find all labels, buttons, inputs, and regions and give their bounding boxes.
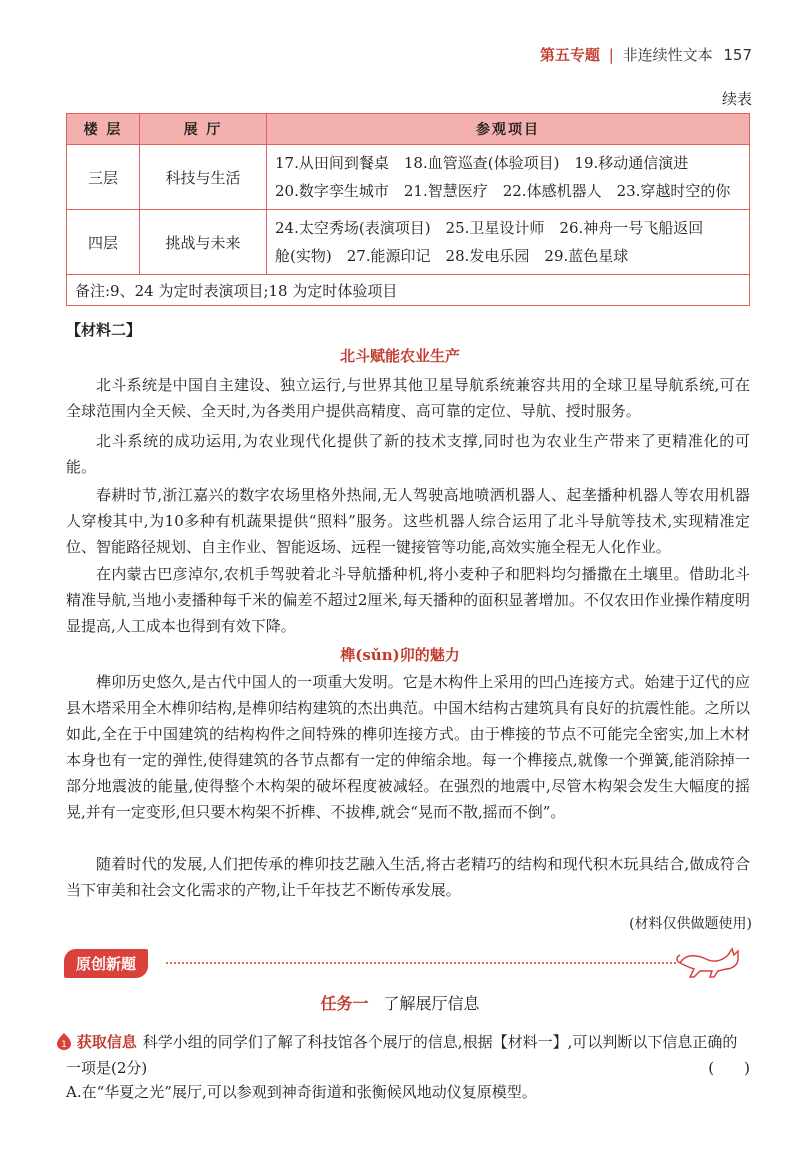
cell-floor: 四层 (67, 210, 140, 275)
option-a: A.在“华夏之光”展厅,可以参观到神奇街道和张衡候风地动仪复原模型。 (66, 1083, 537, 1101)
cell-hall: 挑战与未来 (140, 210, 267, 275)
exhibit-table (66, 113, 750, 306)
question-number-icon (56, 1032, 72, 1050)
answer-blank[interactable]: ( ) (708, 1059, 750, 1077)
page-number: 157 (723, 46, 752, 64)
section-label: 第五专题 (539, 46, 600, 64)
cell-items (267, 145, 750, 210)
header-floor: 楼 层 (67, 114, 140, 145)
svg-text:1: 1 (61, 1040, 67, 1050)
table-row (67, 210, 750, 275)
page-header (540, 44, 752, 65)
paragraph: 北斗系统是中国自主建设、独立运行,与世界其他卫星导航系统兼容共用的全球卫星导航系统,可在全球范围内全天候、全天时,为各类用户提供高精度、高可靠的定位、导航、授时服务。 (66, 376, 750, 420)
question-label: 获取信息 (76, 1033, 137, 1051)
continued-label: 续表 (721, 90, 752, 108)
question (61, 1029, 750, 1081)
material-tag: 【材料二】 (66, 321, 142, 339)
table-row (67, 145, 750, 210)
question-text: 科学小组的同学们了解了科技馆各个展厅的信息,根据【材料一】,可以判断以下信息正确的一项是(2分) (66, 1033, 738, 1077)
task-title: 了解展厅信息 (383, 994, 480, 1013)
items-line: 17.从田间到餐桌 18.血管巡查(体验项目) 19.移动通信演进 (275, 154, 689, 172)
items-line: 舱(实物) 27.能源印记 28.发电乐园 29.蓝色星球 (275, 247, 629, 265)
source-note: (材料仅供做题使用) (629, 916, 752, 932)
items-line: 20.数字孪生城市 21.智慧医疗 22.体感机器人 23.穿越时空的你 (275, 182, 731, 200)
items-line: 24.太空秀场(表演项目) 25.卫星设计师 26.神舟一号飞船返回 (275, 219, 704, 237)
cell-hall: 科技与生活 (140, 145, 267, 210)
task-heading (0, 991, 800, 1014)
article-title: 北斗赋能农业生产 (339, 347, 460, 365)
original-question-banner: 原创新题 (64, 949, 148, 978)
table-note-row (67, 275, 750, 306)
paragraph: 在内蒙古巴彦淖尔,农机手驾驶着北斗导航播种机,将小麦种子和肥料均匀播撒在土壤里。借助北斗精准导航,当地小麦播种每千米的偏差不超过2厘米,每天播种的面积显著增加。不仅农田作业操作精度明显提高,人工成本也得到有效下降。 (66, 565, 750, 635)
paragraph: 春耕时节,浙江嘉兴的数字农场里格外热闹,无人驾驶高地喷洒机器人、起垄播种机器人等农用机器人穿梭其中,为10多种有机蔬果提供“照料”服务。这些机器人综合运用了北斗导航等技术,实现精准定位、智能路径规划、自主作业、智能返场、远程一键接管等功能,高效实施全程无人化作业。 (66, 486, 750, 556)
paragraph: 榫卯历史悠久,是古代中国人的一项重大发明。它是木构件上采用的凹凸连接方式。始建于辽代的应县木塔采用全木榫卯结构,是榫卯结构建筑的杰出典范。中国木结构古建筑具有良好的抗震性能。之所以如此,全在于中国建筑的结构构件之间特殊的榫卯连接方式。由于榫接的节点不可能完全密实,加上木材本身也有一定的弹性,使得建筑的各节点都有一定的伸缩余地。每一个榫接点,就像一个弹簧,能消除掉一部分地震波的能量,使得整个木构架的破坏程度被减轻。在强烈的地震中,尽管木构架会发生大幅度的摇晃,并有一定变形,但只要木构架不折榫、不拔榫,就会“晃而不散,摇而不倒”。 (66, 673, 750, 821)
paragraph: 北斗系统的成功运用,为农业现代化提供了新的技术支撑,同时也为农业生产带来了更精准化的可能。 (66, 432, 750, 476)
table-header-row (67, 114, 750, 145)
header-separator: | (608, 46, 614, 64)
cell-floor: 三层 (67, 145, 140, 210)
header-items: 参观项目 (267, 114, 750, 145)
cat-icon (676, 945, 746, 979)
cell-items (267, 210, 750, 275)
paragraph: 随着时代的发展,人们把传承的榫卯技艺融入生活,将古老精巧的结构和现代积木玩具结合,做成符合当下审美和社会文化需求的产物,让千年技艺不断传承发展。 (66, 855, 750, 899)
section-title: 非连续性文本 (622, 46, 713, 64)
dotted-divider (166, 962, 676, 964)
header-hall: 展 厅 (140, 114, 267, 145)
article-title: 榫(sǔn)卯的魅力 (340, 646, 460, 664)
table-note: 备注:9、24 为定时表演项目;18 为定时体验项目 (67, 275, 750, 306)
task-label: 任务一 (320, 994, 369, 1013)
